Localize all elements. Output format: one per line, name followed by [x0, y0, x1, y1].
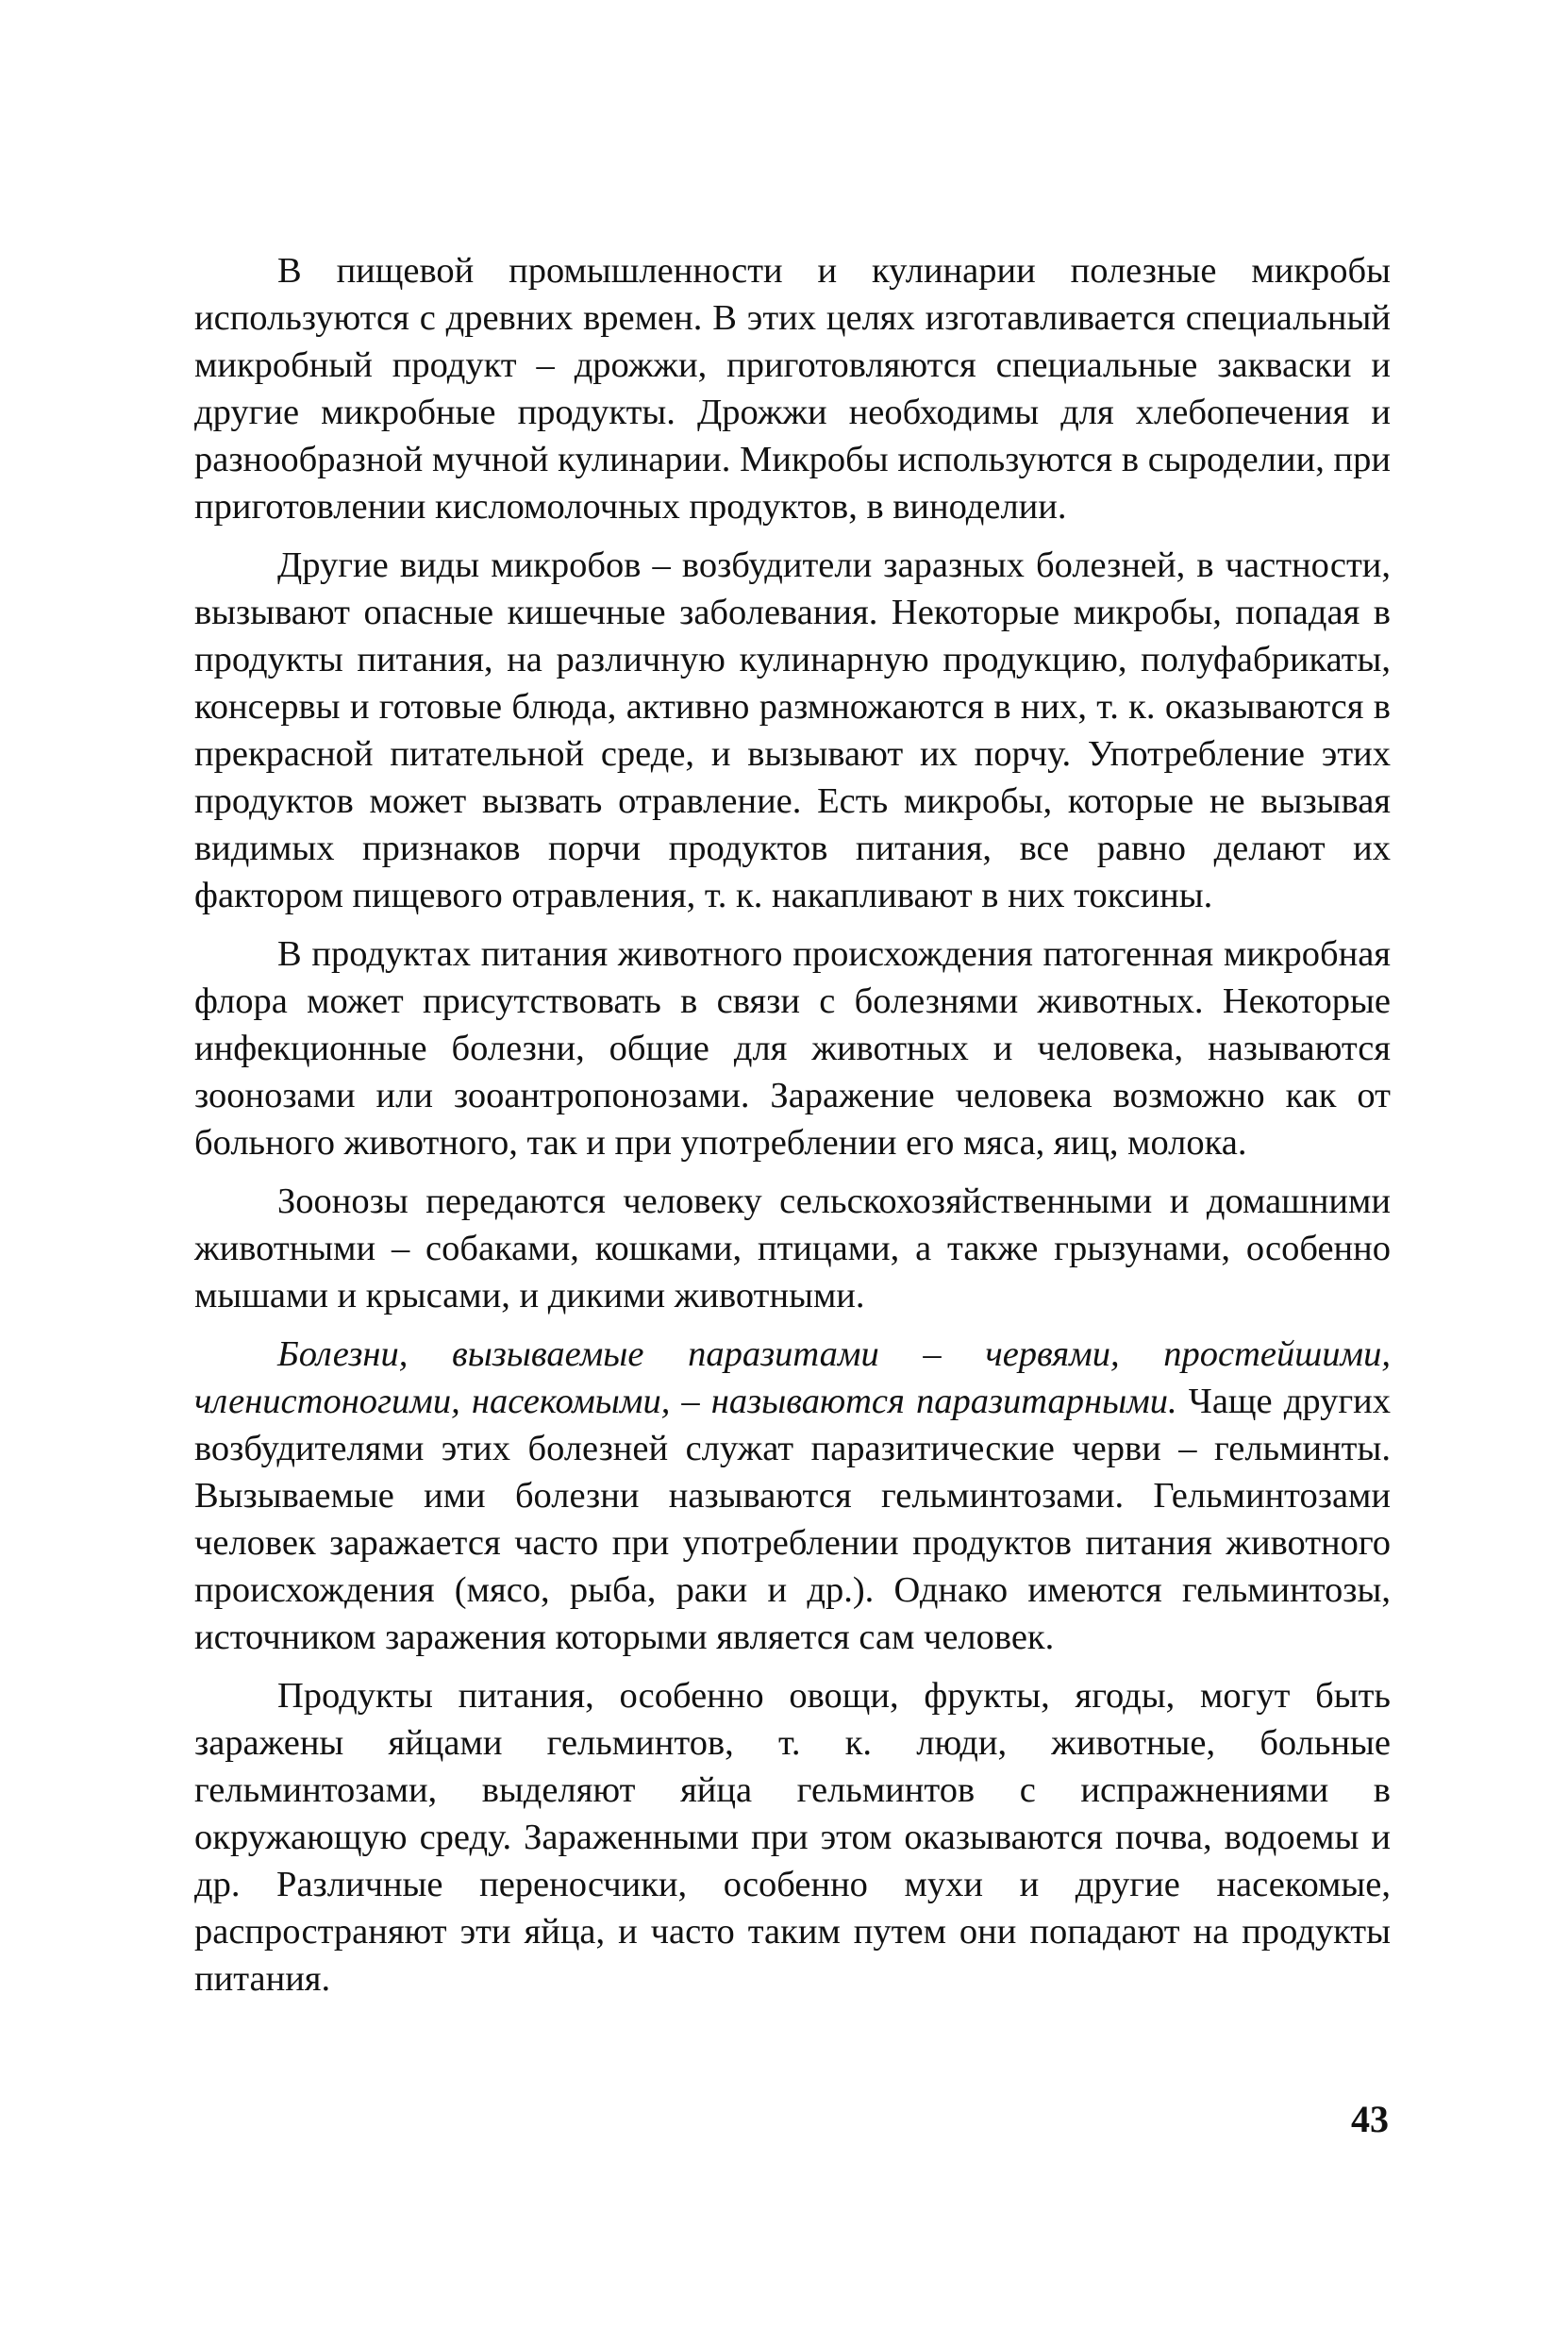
paragraph-text: В продуктах питания животного происхождения патогенная микробная флора может присутствовать в связи с болезнями животных. Некоторые инфекционные болезни, общие для животных и человека, называются зоонозами или зооантропонозами. Заражение человека возможно как от больного животного, так и при употреблении его мяса, яиц, молока.: [194, 934, 1391, 1163]
paragraph-italic-definition: Болезни, вызываемые паразитами – червями, простейшими, членистоногими, насекомыми, – называются паразитарными.: [194, 1334, 1391, 1421]
paragraph-text: Чаще других возбудителями этих болезней служат паразитические черви – гельминты. Вызываемые ими болезни называются гельминтозами. Гельминтозами человек заражается часто при употреблении продуктов питания животного происхождения (мясо, рыба, раки и др.). Однако имеются гельминтозы, источником заражения которыми является сам человек.: [194, 1382, 1391, 1657]
body-text: [194, 247, 1391, 2014]
paragraph-parasitic-diseases: [194, 1331, 1391, 1661]
paragraph-helminth-eggs: [194, 1672, 1391, 2002]
paragraph-zoonoses: [194, 1178, 1391, 1319]
paragraph-text: Продукты питания, особенно овощи, фрукты, ягоды, могут быть заражены яйцами гельминтов, т. к. люди, животные, больные гельминтозами, выделяют яйца гельминтов с испражнениями в окружающую среду. Зараженными при этом оказываются почва, водоемы и др. Различные переносчики, особенно мухи и другие насекомые, распространяют эти яйца, и часто таким путем они попадают на продукты питания.: [194, 1676, 1391, 1999]
paragraph-text: Зоонозы передаются человеку сельскохозяйственными и домашними животными – собаками, кошками, птицами, а также грызунами, особенно мышами и крысами, и дикими животными.: [194, 1181, 1391, 1315]
paragraph-food-industry-microbes: [194, 247, 1391, 530]
paragraph-text: В пищевой промышленности и кулинарии полезные микробы используются с древних времен. В этих целях изготавливается специальный микробный продукт – дрожжи, приготовляются специальные закваски и другие микробные продукты. Дрожжи необходимы для хлебопечения и разнообразной мучной кулинарии. Микробы используются в сыроделии, при приготовлении кисломолочных продуктов, в виноделии.: [194, 251, 1391, 527]
paragraph-pathogenic-microbes: [194, 542, 1391, 919]
page-number: 43: [1351, 2098, 1389, 2140]
paragraph-text: Другие виды микробов – возбудители заразных болезней, в частности, вызывают опасные кишечные заболевания. Некоторые микробы, попадая в продукты питания, на различную кулинарную продукцию, полуфабрикаты, консервы и готовые блюда, активно размножаются в них, т. к. оказываются в прекрасной питательной среде, и вызывают их порчу. Употребление этих продуктов может вызвать отравление. Есть микробы, которые не вызывая видимых признаков порчи продуктов питания, все равно делают их фактором пищевого отравления, т. к. накапливают в них токсины.: [194, 545, 1391, 915]
paragraph-animal-origin-products: [194, 930, 1391, 1166]
